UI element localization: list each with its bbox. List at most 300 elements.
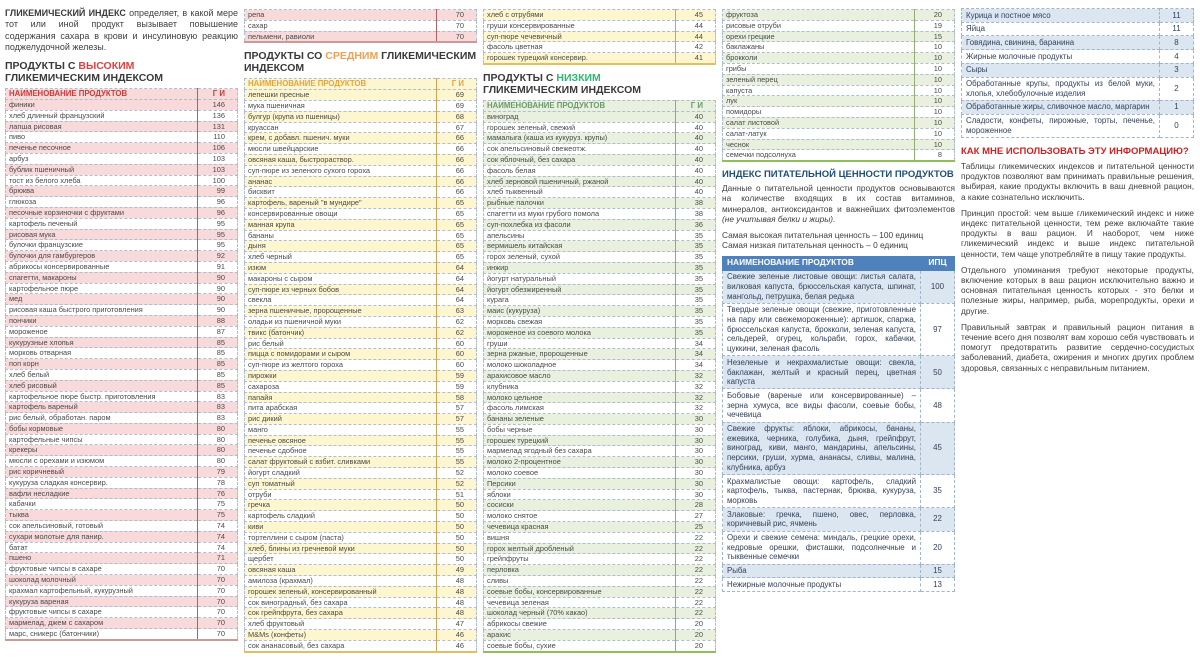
- table-row: [484, 489, 716, 500]
- product-value: 90: [198, 305, 238, 316]
- product-name: хлеб рисовый: [6, 380, 198, 391]
- product-value: 62: [437, 327, 477, 338]
- product-value: 90: [198, 294, 238, 305]
- product-value: 66: [437, 176, 477, 187]
- product-name: грибы: [723, 63, 915, 74]
- table-row: [245, 31, 477, 42]
- product-value: 66: [437, 165, 477, 176]
- product-name: капуста: [723, 85, 915, 96]
- product-name: репа: [245, 10, 437, 21]
- table-row: [723, 20, 955, 31]
- product-name: поп корн: [6, 359, 198, 370]
- table-row: [6, 402, 238, 413]
- table-row: [484, 360, 716, 371]
- table-row: [6, 585, 238, 596]
- product-name: марс, сникерс (батончики): [6, 629, 198, 640]
- table-row: [245, 619, 477, 630]
- table-row: [245, 360, 477, 371]
- product-value: 57: [437, 414, 477, 425]
- product-value: 22: [676, 554, 716, 565]
- product-value: 48: [921, 389, 955, 422]
- product-name: сок апельсиновый, готовый: [6, 521, 198, 532]
- product-name: крекеры: [6, 445, 198, 456]
- product-value: 110: [198, 132, 238, 143]
- table-row: [245, 468, 477, 479]
- product-name: картофель сладкий: [245, 511, 437, 522]
- intro-paragraph: [5, 8, 238, 53]
- table-row: [6, 380, 238, 391]
- column-header-products: НАИМЕНОВАНИЕ ПРОДУКТОВ: [723, 256, 921, 270]
- product-value: 22: [676, 532, 716, 543]
- product-name: помидоры: [723, 107, 915, 118]
- table-row: [245, 100, 477, 111]
- product-name: Незеленые и некрахмалистые овощи: свекла, баклажан, желтый и красный перец, цветная капуста: [723, 356, 921, 389]
- product-value: 92: [198, 251, 238, 262]
- table-row: [245, 295, 477, 306]
- table-row: [484, 219, 716, 230]
- product-name: молоко цельное: [484, 392, 676, 403]
- table-row: [723, 96, 955, 107]
- product-name: киви: [245, 522, 437, 533]
- heading-text: ГЛИКЕМИЧЕСКИМ ИНДЕКСОМ: [244, 50, 477, 75]
- product-value: 32: [676, 392, 716, 403]
- table-row: [245, 532, 477, 543]
- product-value: 45: [921, 422, 955, 475]
- product-value: 63: [437, 306, 477, 317]
- product-name: пиво: [6, 132, 198, 143]
- table-row: [245, 90, 477, 101]
- product-name: суп томатный: [245, 478, 437, 489]
- table-row: [484, 500, 716, 511]
- table-row: [245, 338, 477, 349]
- product-name: горошек зеленый, консервированный: [245, 586, 437, 597]
- product-value: 76: [198, 488, 238, 499]
- product-name: свекла: [245, 295, 437, 306]
- table-row: [484, 370, 716, 381]
- product-value: 96: [198, 197, 238, 208]
- product-value: 95: [198, 229, 238, 240]
- table-row: [245, 478, 477, 489]
- table-row: [6, 564, 238, 575]
- product-name: бублик пшеничный: [6, 164, 198, 175]
- product-value: 64: [437, 273, 477, 284]
- table-row: [484, 295, 716, 306]
- product-value: 30: [676, 468, 716, 479]
- product-name: зерна пшеничные, пророщенные: [245, 306, 437, 317]
- product-name: ананас: [245, 176, 437, 187]
- product-value: 10: [915, 139, 955, 150]
- table-row: [6, 110, 238, 121]
- product-name: пицца с помидорами и сыром: [245, 349, 437, 360]
- product-value: 74: [198, 531, 238, 542]
- product-name: горох желтый дробленый: [484, 543, 676, 554]
- table-row: [484, 640, 716, 651]
- product-value: 10: [915, 63, 955, 74]
- product-value: 30: [676, 424, 716, 435]
- table-row: [484, 630, 716, 641]
- product-name: лепешки пресные: [245, 90, 437, 101]
- product-value: 10: [915, 128, 955, 139]
- product-name: молоко соевое: [484, 468, 676, 479]
- table-row: [484, 565, 716, 576]
- product-name: рисовая каша быстрого приготовления: [6, 305, 198, 316]
- product-value: 50: [437, 522, 477, 533]
- table-row: [6, 456, 238, 467]
- column-header-products: НАИМЕНОВАНИЕ ПРОДУКТОВ: [6, 89, 198, 100]
- product-value: 50: [921, 356, 955, 389]
- product-name: йогурт натуральный: [484, 273, 676, 284]
- product-value: 70: [437, 31, 477, 42]
- product-name: гречка: [245, 500, 437, 511]
- table-row: [245, 122, 477, 133]
- product-name: сосиски: [484, 500, 676, 511]
- product-name: кабачки: [6, 499, 198, 510]
- table-row: [484, 468, 716, 479]
- product-name: макароны с сыром: [245, 273, 437, 284]
- product-name: тортеллини с сыром (паста): [245, 532, 437, 543]
- table-row: [484, 543, 716, 554]
- table-row: [484, 576, 716, 587]
- product-value: 80: [198, 434, 238, 445]
- product-value: 78: [198, 477, 238, 488]
- product-name: морковь свежая: [484, 316, 676, 327]
- product-value: 68: [437, 111, 477, 122]
- table-row: [484, 230, 716, 241]
- table-row: [962, 63, 1194, 77]
- product-name: мороженое из соевого молока: [484, 327, 676, 338]
- product-name: хлеб фруктовый: [245, 619, 437, 630]
- product-value: 1: [1160, 100, 1194, 114]
- table-row: [484, 122, 716, 133]
- table-row: [245, 608, 477, 619]
- table-row: [245, 10, 477, 21]
- product-value: 10: [915, 74, 955, 85]
- product-name: арахисовое масло: [484, 370, 676, 381]
- product-name: оладьи из пшеничной муки: [245, 316, 437, 327]
- product-name: чечевица красная: [484, 522, 676, 533]
- product-value: 100: [198, 175, 238, 186]
- heading-accent-high: ВЫСОКИМ: [78, 60, 135, 73]
- product-name: мармелад ягодный без сахара: [484, 446, 676, 457]
- product-value: 50: [437, 500, 477, 511]
- product-value: 74: [198, 521, 238, 532]
- product-value: 70: [198, 607, 238, 618]
- product-name: крем, с добавл. пшенич. муки: [245, 133, 437, 144]
- product-name: Сыры: [962, 63, 1160, 77]
- table-row: [245, 489, 477, 500]
- product-value: 74: [198, 542, 238, 553]
- product-value: 40: [676, 111, 716, 122]
- product-name: салат листовой: [723, 117, 915, 128]
- table-row: [484, 154, 716, 165]
- product-name: сухари молотые для панир.: [6, 531, 198, 542]
- table-row: [484, 198, 716, 209]
- table-row: [6, 132, 238, 143]
- heading-text: ГЛИКЕМИЧЕСКИМ ИНДЕКСОМ: [483, 83, 642, 96]
- table-row: [723, 10, 955, 21]
- table-row: [245, 414, 477, 425]
- product-name: дыня: [245, 241, 437, 252]
- product-name: чеснок: [723, 139, 915, 150]
- table-row: [245, 522, 477, 533]
- product-value: 13: [921, 578, 955, 592]
- table-row: [484, 424, 716, 435]
- product-value: 44: [676, 20, 716, 31]
- table-row: [723, 42, 955, 53]
- product-name: Нежирные молочные продукты: [723, 578, 921, 592]
- product-value: 50: [437, 511, 477, 522]
- table-row: [245, 392, 477, 403]
- medium-gi-table-continued: [483, 9, 716, 65]
- product-name: горошек зеленый, свежий: [484, 122, 676, 133]
- product-name: фруктовые чипсы в сахаре: [6, 607, 198, 618]
- product-name: инжир: [484, 262, 676, 273]
- table-row: [6, 272, 238, 283]
- product-value: 60: [437, 360, 477, 371]
- product-name: пельмени, равиоли: [245, 31, 437, 42]
- product-name: йогурт сладкий: [245, 468, 437, 479]
- product-name: мармелад, джем с сахаром: [6, 618, 198, 629]
- product-name: суп-похлебка из фасоли: [484, 219, 676, 230]
- table-row: [245, 565, 477, 576]
- product-name: отруби: [245, 489, 437, 500]
- product-name: Обработанные жиры, сливочное масло, маргарин: [962, 100, 1160, 114]
- table-header-row: [245, 79, 477, 90]
- table-row: [6, 121, 238, 132]
- table-row: [245, 424, 477, 435]
- product-value: 55: [437, 424, 477, 435]
- product-name: яблоки: [484, 489, 676, 500]
- product-value: 10: [915, 107, 955, 118]
- table-row: [245, 306, 477, 317]
- product-name: фруктоза: [723, 10, 915, 21]
- product-name: бананы: [245, 230, 437, 241]
- product-value: 30: [676, 446, 716, 457]
- product-value: 35: [676, 316, 716, 327]
- table-row: [245, 165, 477, 176]
- table-row: [6, 423, 238, 434]
- product-value: 30: [676, 457, 716, 468]
- table-row: [484, 511, 716, 522]
- nutrition-value-table-continued: [961, 8, 1194, 138]
- product-name: молоко снятое: [484, 511, 676, 522]
- table-row: [245, 543, 477, 554]
- product-name: амилоза (крахмал): [245, 576, 437, 587]
- product-value: 41: [676, 53, 716, 64]
- table-row: [484, 176, 716, 187]
- table-row: [245, 446, 477, 457]
- table-row: [484, 446, 716, 457]
- product-value: 19: [915, 20, 955, 31]
- product-value: 50: [437, 532, 477, 543]
- product-name: Говядина, свинина, баранина: [962, 36, 1160, 50]
- product-value: 51: [437, 489, 477, 500]
- product-name: Бобовые (вареные или консервированные) – зерна хумуса, все виды фасоли, соевые бобы, чечевица: [723, 389, 921, 422]
- product-name: пшено: [6, 553, 198, 564]
- product-name: финики: [6, 99, 198, 110]
- product-value: 35: [676, 230, 716, 241]
- product-name: рис белый: [245, 338, 437, 349]
- product-name: клубника: [484, 381, 676, 392]
- product-value: 8: [1160, 36, 1194, 50]
- table-row: [245, 144, 477, 155]
- table-row: [962, 22, 1194, 36]
- product-value: 85: [198, 369, 238, 380]
- product-name: вермишель китайская: [484, 241, 676, 252]
- medium-gi-heading: [244, 50, 477, 74]
- product-name: печенье овсяное: [245, 435, 437, 446]
- table-row: [6, 434, 238, 445]
- product-value: 34: [676, 338, 716, 349]
- product-name: сахароза: [245, 381, 437, 392]
- table-row: [6, 369, 238, 380]
- product-name: бисквит: [245, 187, 437, 198]
- heading-text: ПРОДУКТЫ С: [5, 60, 79, 73]
- product-value: 40: [676, 165, 716, 176]
- table-row: [723, 117, 955, 128]
- product-value: 22: [676, 576, 716, 587]
- usage-paragraph: Принцип простой: чем выше гликемический индекс и ниже индекс питательной ценности, тем реже включайте такие продукты в ваш рацион. И наоборот, чем ниже гликемический индекс и выше индекс питательной ценности, тем чаще употребляйте в пищу такие продукты.: [961, 207, 1194, 259]
- product-name: манго: [245, 424, 437, 435]
- table-row: [245, 381, 477, 392]
- product-value: 83: [198, 413, 238, 424]
- product-value: 96: [198, 207, 238, 218]
- product-value: 8: [915, 150, 955, 161]
- table-row: [6, 240, 238, 251]
- product-name: соевые бобы, сухие: [484, 640, 676, 651]
- product-name: горошек турецкий консервир.: [484, 53, 676, 64]
- product-value: 62: [437, 316, 477, 327]
- product-name: мука пшеничная: [245, 100, 437, 111]
- table-row: [484, 144, 716, 155]
- heading-accent-low: НИЗКИМ: [556, 71, 601, 84]
- product-name: рис дикий: [245, 414, 437, 425]
- product-value: 64: [437, 262, 477, 273]
- nutrition-description: [722, 183, 955, 224]
- product-name: песочные корзиночки с фруктами: [6, 207, 198, 218]
- product-name: арахис: [484, 630, 676, 641]
- product-name: печенье песочное: [6, 143, 198, 154]
- column-header-products: НАИМЕНОВАНИЕ ПРОДУКТОВ: [245, 79, 437, 90]
- column-header-gi: Г И: [198, 89, 238, 100]
- product-name: бобы черные: [484, 424, 676, 435]
- table-row: [6, 607, 238, 618]
- intro-lead: ГЛИКЕМИЧЕСКИЙ ИНДЕКС: [5, 8, 126, 18]
- product-name: кукуруза вареная: [6, 596, 198, 607]
- table-row: [6, 510, 238, 521]
- table-row: [6, 542, 238, 553]
- product-name: пита арабская: [245, 403, 437, 414]
- product-name: абрикосы консервированные: [6, 261, 198, 272]
- product-value: 10: [915, 96, 955, 107]
- product-value: 90: [198, 283, 238, 294]
- product-name: хлеб белый: [6, 369, 198, 380]
- product-value: 32: [676, 381, 716, 392]
- table-row: [723, 356, 955, 389]
- product-name: M&Ms (конфеты): [245, 630, 437, 641]
- product-value: 69: [437, 90, 477, 101]
- product-name: горох зеленый, сухой: [484, 252, 676, 263]
- product-name: горошек турецкий: [484, 435, 676, 446]
- product-name: булочки для гамбургеров: [6, 251, 198, 262]
- low-gi-table-continued: [722, 9, 955, 162]
- product-value: 35: [921, 475, 955, 508]
- product-value: 79: [198, 467, 238, 478]
- table-row: [245, 511, 477, 522]
- table-row: [484, 586, 716, 597]
- intro-text: определяет, в какой мере тот или иной продукт вызывает повышение содержания сахара в крови и инсулиновую реакцию поджелудочной железы.: [5, 8, 239, 52]
- low-gi-heading: [483, 72, 716, 96]
- table-row: [245, 154, 477, 165]
- product-value: 40: [676, 133, 716, 144]
- column-header-products: НАИМЕНОВАНИЕ ПРОДУКТОВ: [484, 100, 676, 111]
- table-row: [6, 629, 238, 640]
- product-name: Обработанные крупы, продукты из белой муки, хлопья, хлебобулочные изделия: [962, 77, 1160, 100]
- product-value: 35: [676, 241, 716, 252]
- product-value: 30: [676, 489, 716, 500]
- table-row: [723, 389, 955, 422]
- table-row: [484, 349, 716, 360]
- product-value: 48: [437, 608, 477, 619]
- product-name: Орехи и свежие семена: миндаль, грецкие орехи, кедровые орешки, фисташки, подсолнечные и тыквенные семечки: [723, 531, 921, 564]
- product-value: 60: [437, 338, 477, 349]
- table-row: [6, 175, 238, 186]
- column-header-gi: Г И: [676, 100, 716, 111]
- product-name: фасоль цветная: [484, 42, 676, 53]
- product-name: сок яблочный, без сахара: [484, 154, 676, 165]
- product-value: 35: [676, 295, 716, 306]
- table-row: [484, 522, 716, 533]
- product-value: 80: [198, 445, 238, 456]
- product-name: арбуз: [6, 153, 198, 164]
- product-value: 57: [437, 403, 477, 414]
- table-row: [6, 596, 238, 607]
- product-name: кукурузные хлопья: [6, 337, 198, 348]
- product-value: 10: [915, 42, 955, 53]
- product-name: салат фруктовый с взбит. сливками: [245, 457, 437, 468]
- product-name: спагетти из муки грубого помола: [484, 208, 676, 219]
- product-value: 45: [676, 10, 716, 21]
- table-row: [6, 186, 238, 197]
- product-value: 22: [676, 597, 716, 608]
- table-row: [6, 251, 238, 262]
- product-name: брюква: [6, 186, 198, 197]
- product-name: Свежие зеленые листовые овощи: листья салата, вилковая капуста, брюссельская капуста, шпинат, мангольд, петрушка, белая редька: [723, 270, 921, 303]
- medium-gi-table: [244, 78, 477, 652]
- table-row: [245, 208, 477, 219]
- table-row: [6, 197, 238, 208]
- table-row: [245, 187, 477, 198]
- table-row: [245, 370, 477, 381]
- product-value: 22: [676, 608, 716, 619]
- product-value: 10: [915, 85, 955, 96]
- table-row: [6, 521, 238, 532]
- product-value: 27: [676, 511, 716, 522]
- table-row: [245, 500, 477, 511]
- table-row: [6, 305, 238, 316]
- table-row: [245, 176, 477, 187]
- product-value: 60: [437, 349, 477, 360]
- table-row: [6, 499, 238, 510]
- product-value: 55: [437, 435, 477, 446]
- column-header-gi: Г И: [437, 79, 477, 90]
- column-header-ipc: ИПЦ: [921, 256, 955, 270]
- table-row: [484, 10, 716, 21]
- product-value: 91: [198, 261, 238, 272]
- product-value: 44: [676, 31, 716, 42]
- table-row: [723, 85, 955, 96]
- product-name: лапша рисовая: [6, 121, 198, 132]
